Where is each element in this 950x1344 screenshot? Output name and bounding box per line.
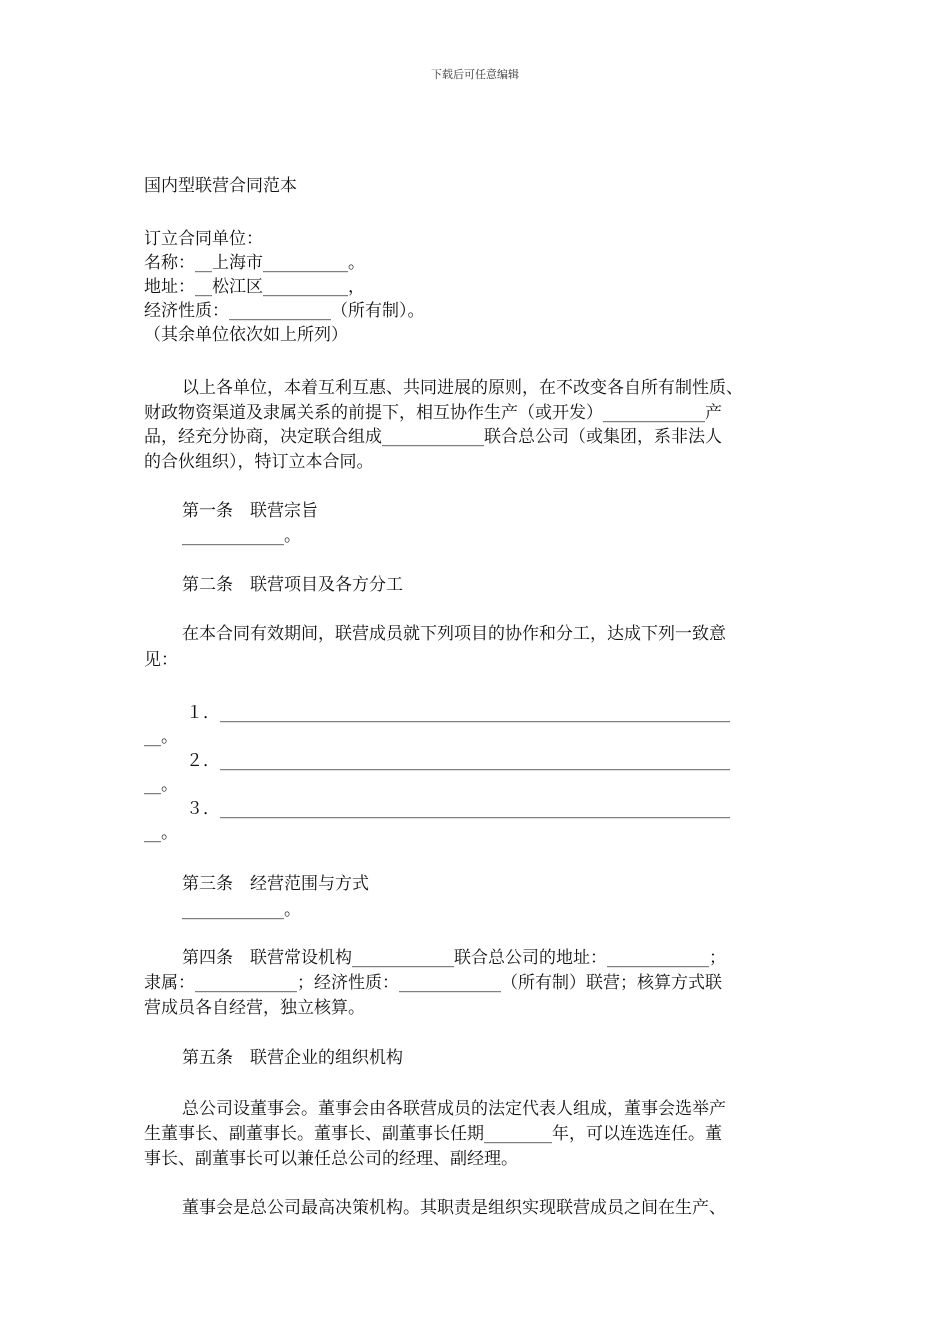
article2-item: １．____________________________________________________________ [186, 703, 730, 723]
page-header: 下载后可任意编辑 [431, 68, 519, 81]
article2-intro-line: 在本合同有效期间，联营成员就下列项目的协作和分工，达成下列一致意 [182, 624, 726, 644]
article5-para-line: 董事会是总公司最高决策机构。其职责是组织实现联营成员之间在生产、 [182, 1198, 726, 1218]
article2-item: ２．____________________________________________________________ [186, 751, 730, 771]
parties-heading: 订立合同单位： [144, 229, 263, 249]
article5-title: 第五条 联营企业的组织机构 [182, 1048, 403, 1068]
preamble-line: 品，经充分协商，决定联合组成____________联合总公司（或集团，系非法人 [144, 427, 722, 447]
party-nature-line: 经济性质：____________（所有制）。 [144, 301, 425, 321]
article2-intro-line: 见： [144, 650, 178, 670]
preamble-line: 以上各单位，本着互利互惠、共同进展的原则，在不改变各自所有制性质、 [182, 378, 743, 398]
party-address-line: 地址：__松江区__________， [144, 277, 365, 297]
preamble-line: 财政物资渠道及隶属关系的前提下，相互协作生产（或开发）____________产 [144, 403, 722, 423]
article3-title: 第三条 经营范围与方式 [182, 874, 369, 894]
article5-para-line: 总公司设董事会。董事会由各联营成员的法定代表人组成，董事会选举产 [182, 1099, 726, 1119]
document-title: 国内型联营合同范本 [144, 176, 297, 196]
party-name-line: 名称：__上海市__________。 [144, 253, 365, 273]
preamble-line: 的合伙组织），特订立本合同。 [144, 452, 374, 472]
article2-item-tail: __。 [144, 823, 178, 843]
article5-para-line: 事长、副董事长可以兼任总公司的经理、副经理。 [144, 1149, 518, 1169]
parties-note: （其余单位依次如上所列） [144, 325, 348, 345]
article2-item: ３．____________________________________________________________ [186, 799, 730, 819]
article2-title: 第二条 联营项目及各方分工 [182, 575, 403, 595]
article2-item-tail: __。 [144, 727, 178, 747]
article1-title: 第一条 联营宗旨 [182, 501, 318, 521]
article4-line: 第四条 联营常设机构____________联合总公司的地址：____________； [182, 948, 726, 968]
article4-line: 隶属：____________；经济性质：____________（所有制）联营；核算方式联 [144, 973, 722, 993]
article4-line: 营成员各自经营，独立核算。 [144, 998, 365, 1018]
article5-para-line: 生董事长、副董事长。董事长、副董事长任期________年，可以连选连任。董 [144, 1124, 722, 1144]
article3-blank: ____________。 [182, 900, 301, 920]
article1-blank: ____________。 [182, 526, 301, 546]
article2-item-tail: __。 [144, 775, 178, 795]
